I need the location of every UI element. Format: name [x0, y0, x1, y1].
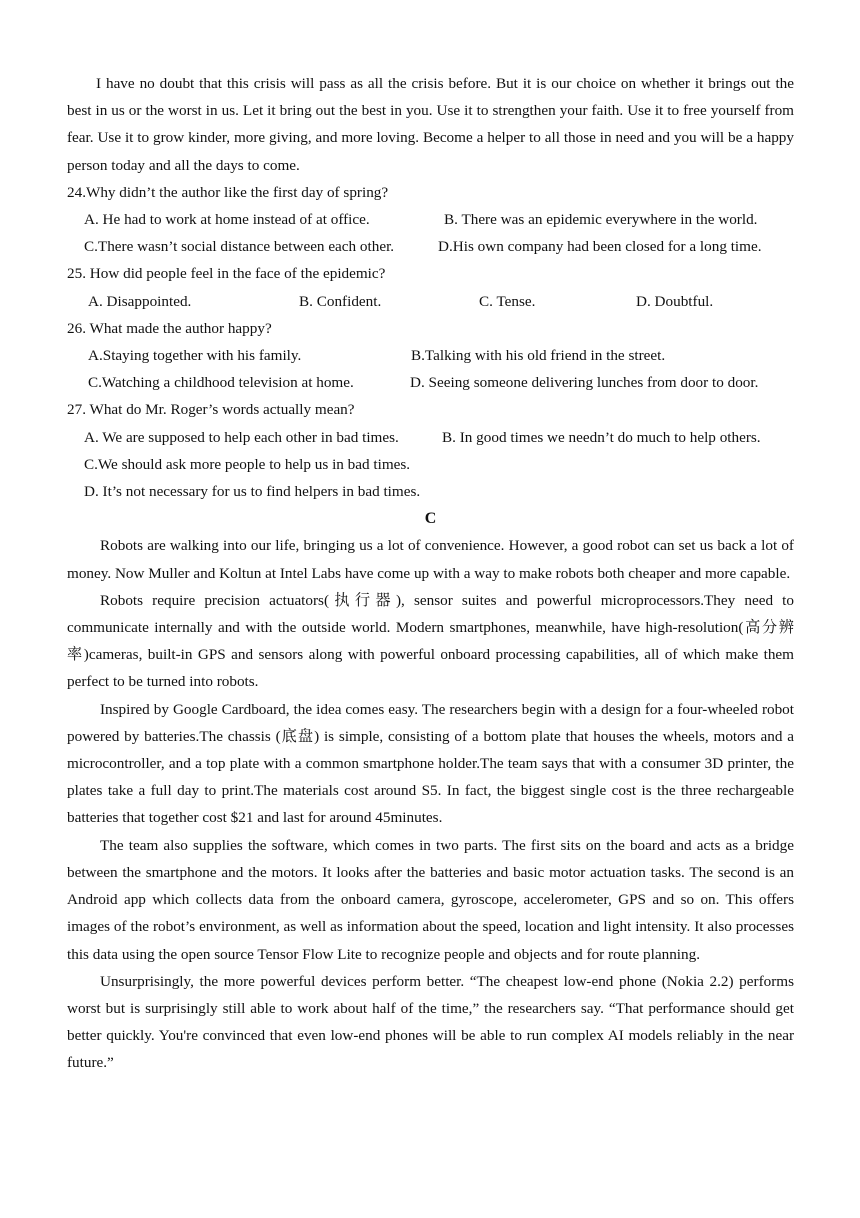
section-heading: C	[424, 510, 437, 528]
option-row	[67, 288, 794, 315]
section-c-paragraph-5: Unsurprisingly, the more powerful devices perform better. “The cheapest low-end phone (Nokia 2.2) performs worst but is surprisingly still able to work about half of the time,” the researchers say. “That performance should get better quickly. You're convinced that even low-end phones will be able to run complex AI models reliably in the near future.”	[67, 972, 794, 1072]
option-b: B. In good times we needn’t do much to help others.	[442, 428, 761, 446]
section-c-paragraph-4: The team also supplies the software, which comes in two parts. The first sits on the board and acts as a bridge between the smartphone and the motors. It looks after the batteries and basic motor actuation tasks. The second is an Android app which collects data from the onboard camera, gyroscope, accelerometer, GPS and so on. This offers images of the robot’s environment, as well as information about the speed, location and light intensity. It also processes this data using the open source Tensor Flow Lite to recognize people and objects and for route planning.	[67, 836, 794, 963]
option-c: C.We should ask more people to help us in bad times.	[84, 455, 411, 473]
section-c-paragraph-3: Inspired by Google Cardboard, the idea comes easy. The researchers begin with a design for a four-wheeled robot powered by batteries.The chassis (底盘) is simple, consisting of a bottom plate that houses the wheels, motors and a microcontroller, and a top plate with a common smartphone holder.The team says that with a consumer 3D printer, the plates take a full day to print.The materials cost around S5. In fact, the biggest single cost is the three rechargeable batteries that together cost $21 and last for around 45minutes.	[67, 700, 794, 827]
option-c: C. Tense.	[479, 292, 536, 310]
section-c-paragraph-1: Robots are walking into our life, bringing us a lot of convenience. However, a good robot can set us back a lot of money. Now Muller and Koltun at Intel Labs have come up with a way to make robots both cheaper and more capable.	[67, 537, 794, 582]
option-b: B. There was an epidemic everywhere in the world.	[444, 211, 758, 229]
document-page	[67, 70, 794, 1077]
option-row	[67, 369, 794, 396]
option-d: D. It’s not necessary for us to find helpers in bad times.	[84, 483, 421, 501]
option-a: A. We are supposed to help each other in bad times.	[84, 428, 399, 446]
section-c-paragraph-2: Robots require precision actuators(执行器), sensor suites and powerful microprocessors.They need to communicate internally and with the outside world. Modern smartphones, meanwhile, have high-resolution(高分辨率)cameras, built-in GPS and sensors along with powerful onboard processing capabilities, all of which make them perfect to be turned into robots.	[67, 591, 794, 691]
option-d: D. Seeing someone delivering lunches from door to door.	[410, 374, 759, 392]
option-row	[67, 342, 794, 369]
question-27	[67, 396, 794, 505]
option-d: D.His own company had been closed for a long time.	[438, 238, 762, 256]
question-stem: 26. What made the author happy?	[67, 319, 272, 337]
question-24	[67, 179, 794, 261]
option-row	[67, 451, 794, 478]
option-a: A. Disappointed.	[88, 292, 192, 310]
question-stem: 25. How did people feel in the face of the epidemic?	[67, 265, 386, 283]
option-row	[67, 206, 794, 233]
question-26	[67, 315, 794, 397]
option-b: B. Confident.	[299, 292, 382, 310]
option-c: C.There wasn’t social distance between each other.	[84, 238, 395, 256]
passage-b-closing-paragraph: I have no doubt that this crisis will pass as all the crisis before. But it is our choice on whether it brings out the best in us or the worst in us. Let it bring out the best in you. Use it to strengthen your faith. Use it to free yourself from fear. Use it to grow kinder, more giving, and more loving. Become a helper to all those in need and you will be a happy person today and all the days to come.	[67, 75, 794, 174]
question-stem: 24.Why didn’t the author like the first day of spring?	[67, 183, 389, 201]
option-row	[67, 233, 794, 260]
option-c: C.Watching a childhood television at home.	[88, 374, 354, 392]
option-row	[67, 478, 794, 505]
option-a: A. He had to work at home instead of at office.	[84, 211, 370, 229]
option-a: A.Staying together with his family.	[88, 347, 302, 365]
question-25	[67, 260, 794, 314]
option-b: B.Talking with his old friend in the street.	[411, 347, 666, 365]
question-stem: 27. What do Mr. Roger’s words actually mean?	[67, 401, 355, 419]
option-d: D. Doubtful.	[636, 292, 714, 310]
option-row	[67, 424, 794, 451]
